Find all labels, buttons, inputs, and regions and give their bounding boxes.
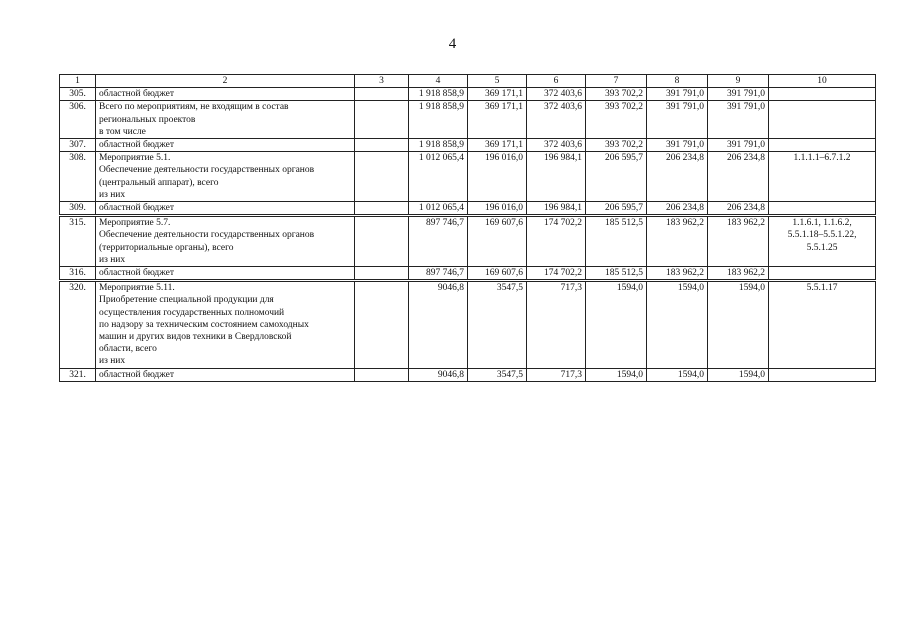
value-cell: 393 702,2 [586,101,647,139]
value-cell: 391 791,0 [647,139,708,152]
table-row [60,152,876,202]
value-cell: 372 403,6 [527,101,586,139]
budget-table [59,74,876,382]
header-cell: 3 [355,75,409,88]
row-number: 309. [60,202,96,216]
target-indicator-cell [769,101,876,139]
value-cell: 1 918 858,9 [409,101,468,139]
target-indicator-cell: 1.1.1.1–6.7.1.2 [769,152,876,202]
row-number: 320. [60,281,96,368]
table-row [60,368,876,381]
column-3-cell [355,368,409,381]
target-indicator-cell [769,139,876,152]
value-cell: 1594,0 [647,368,708,381]
row-number: 316. [60,267,96,281]
column-3-cell [355,88,409,101]
value-cell: 393 702,2 [586,139,647,152]
table-header-row [60,75,876,88]
value-cell: 1594,0 [647,281,708,368]
row-description: Всего по мероприятиям, не входящим в состав региональных проектов в том числе [96,101,355,139]
header-cell: 2 [96,75,355,88]
column-3-cell [355,281,409,368]
column-3-cell [355,139,409,152]
value-cell: 391 791,0 [708,88,769,101]
value-cell: 206 234,8 [708,152,769,202]
table-row [60,267,876,281]
value-cell: 185 512,5 [586,267,647,281]
value-cell: 9046,8 [409,368,468,381]
value-cell: 183 962,2 [647,216,708,267]
value-cell: 196 984,1 [527,202,586,216]
value-cell: 391 791,0 [647,88,708,101]
target-indicator-cell: 1.1.6.1, 1.1.6.2, 5.5.1.18–5.5.1.22, 5.5.1.25 [769,216,876,267]
target-indicator-cell: 5.5.1.17 [769,281,876,368]
header-cell: 6 [527,75,586,88]
row-description: областной бюджет [96,88,355,101]
value-cell: 3547,5 [468,368,527,381]
table-row [60,101,876,139]
value-cell: 185 512,5 [586,216,647,267]
value-cell: 183 962,2 [708,216,769,267]
value-cell: 1594,0 [708,368,769,381]
page-number: 4 [448,36,457,52]
value-cell: 1 012 065,4 [409,152,468,202]
column-3-cell [355,216,409,267]
row-number: 306. [60,101,96,139]
value-cell: 9046,8 [409,281,468,368]
table-row [60,202,876,216]
value-cell: 897 746,7 [409,216,468,267]
row-description: областной бюджет [96,202,355,216]
row-number: 315. [60,216,96,267]
value-cell: 1 918 858,9 [409,88,468,101]
value-cell: 183 962,2 [708,267,769,281]
value-cell: 391 791,0 [708,101,769,139]
value-cell: 393 702,2 [586,88,647,101]
value-cell: 391 791,0 [647,101,708,139]
header-cell: 9 [708,75,769,88]
value-cell: 174 702,2 [527,267,586,281]
value-cell: 1594,0 [586,281,647,368]
value-cell: 717,3 [527,281,586,368]
row-description: областной бюджет [96,139,355,152]
row-number: 307. [60,139,96,152]
header-cell: 5 [468,75,527,88]
row-description: Мероприятие 5.1. Обеспечение деятельности государственных органов (центральный аппарат), всего из них [96,152,355,202]
header-cell: 4 [409,75,468,88]
value-cell: 717,3 [527,368,586,381]
value-cell: 369 171,1 [468,139,527,152]
row-description: областной бюджет [96,368,355,381]
value-cell: 183 962,2 [647,267,708,281]
column-3-cell [355,202,409,216]
value-cell: 196 016,0 [468,202,527,216]
column-3-cell [355,152,409,202]
value-cell: 369 171,1 [468,88,527,101]
row-number: 305. [60,88,96,101]
value-cell: 206 595,7 [586,152,647,202]
table-row [60,281,876,368]
value-cell: 206 234,8 [647,202,708,216]
header-cell: 1 [60,75,96,88]
header-cell: 8 [647,75,708,88]
table-row [60,88,876,101]
target-indicator-cell [769,368,876,381]
value-cell: 196 984,1 [527,152,586,202]
value-cell: 897 746,7 [409,267,468,281]
row-number: 308. [60,152,96,202]
row-description: Мероприятие 5.7. Обеспечение деятельности государственных органов (территориальные органы), всего из них [96,216,355,267]
target-indicator-cell [769,88,876,101]
row-description: областной бюджет [96,267,355,281]
row-number: 321. [60,368,96,381]
value-cell: 174 702,2 [527,216,586,267]
value-cell: 391 791,0 [708,139,769,152]
target-indicator-cell [769,202,876,216]
value-cell: 169 607,6 [468,216,527,267]
value-cell: 196 016,0 [468,152,527,202]
value-cell: 369 171,1 [468,101,527,139]
value-cell: 372 403,6 [527,139,586,152]
value-cell: 372 403,6 [527,88,586,101]
value-cell: 1 918 858,9 [409,139,468,152]
target-indicator-cell [769,267,876,281]
value-cell: 206 234,8 [708,202,769,216]
column-3-cell [355,267,409,281]
value-cell: 1594,0 [708,281,769,368]
value-cell: 1 012 065,4 [409,202,468,216]
row-description: Мероприятие 5.11. Приобретение специальной продукции для осуществления государственных полномочий по надзору за техническим состоянием самоходных машин и других видов техники в Свердловской области, всего из них [96,281,355,368]
value-cell: 1594,0 [586,368,647,381]
table-row [60,139,876,152]
value-cell: 3547,5 [468,281,527,368]
value-cell: 169 607,6 [468,267,527,281]
column-3-cell [355,101,409,139]
header-cell: 7 [586,75,647,88]
header-cell: 10 [769,75,876,88]
table-row [60,216,876,267]
value-cell: 206 595,7 [586,202,647,216]
value-cell: 206 234,8 [647,152,708,202]
